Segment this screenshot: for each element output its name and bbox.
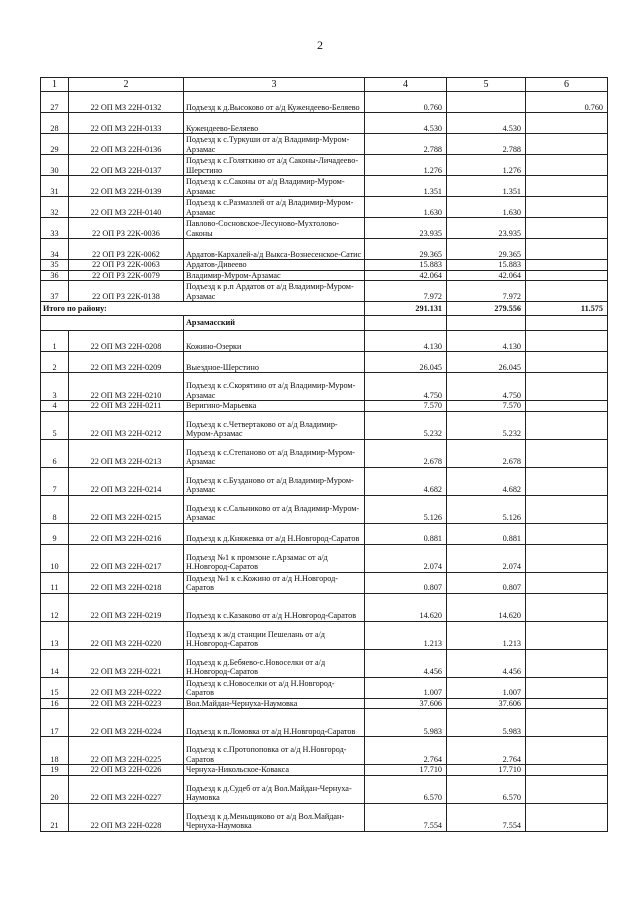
length-total-cell: 5.983 [365, 709, 447, 737]
length-col6-cell [526, 218, 608, 239]
row-number-cell: 37 [41, 281, 69, 302]
length-col6-cell [526, 467, 608, 495]
length-col6-cell [526, 401, 608, 412]
length-col6-cell [526, 373, 608, 401]
road-name-cell: Подъезд к с.Скорятино от а/д Владимир-Муром-Арзамас [184, 373, 365, 401]
length-total-cell: 4.530 [365, 113, 447, 134]
length-total-cell: 1.213 [365, 621, 447, 649]
row-number-cell: 13 [41, 621, 69, 649]
length-total-cell: 15.883 [365, 260, 447, 271]
road-code-cell: 22 ОП МЗ 22Н-0220 [69, 621, 184, 649]
road-name-cell: Ардатов-Дивеево [184, 260, 365, 271]
table-row [41, 572, 608, 593]
road-name-cell: Подъезд к д.Высоково от а/д Кужендеево-Беляево [184, 92, 365, 113]
header-cell: 3 [184, 78, 365, 92]
length-total-cell: 0.881 [365, 523, 447, 544]
road-code-cell: 22 ОП РЗ 22К-0138 [69, 281, 184, 302]
row-number-cell: 19 [41, 765, 69, 776]
road-name-cell: Подъезд к с.Четвертаково от а/д Владимир-Муром-Арзамас [184, 411, 365, 439]
length-col6-cell: 0.760 [526, 92, 608, 113]
length-col6-cell [526, 260, 608, 271]
length-col5-cell: 42.064 [447, 270, 526, 281]
header-cell: 4 [365, 78, 447, 92]
length-col6-cell [526, 331, 608, 352]
district-total-row [41, 302, 608, 316]
table-row [41, 176, 608, 197]
row-number-cell: 10 [41, 544, 69, 572]
length-total-cell: 17.710 [365, 765, 447, 776]
row-number-cell: 34 [41, 239, 69, 260]
road-name-cell: Веригино-Марьевка [184, 401, 365, 412]
empty-cell [447, 316, 526, 331]
length-col5-cell: 1.630 [447, 197, 526, 218]
row-number-cell: 31 [41, 176, 69, 197]
length-col6-cell [526, 352, 608, 373]
length-col6-cell [526, 176, 608, 197]
row-number-cell: 18 [41, 737, 69, 765]
row-number-cell: 17 [41, 709, 69, 737]
length-col5-cell: 2.788 [447, 134, 526, 155]
length-col5-cell: 0.807 [447, 572, 526, 593]
length-total-cell: 1.351 [365, 176, 447, 197]
table-row [41, 649, 608, 677]
road-name-cell: Кужендеево-Беляево [184, 113, 365, 134]
table-row [41, 439, 608, 467]
length-col5-cell: 7.972 [447, 281, 526, 302]
road-name-cell: Павлово-Сосновское-Лесуново-Мухтолово-Саконы [184, 218, 365, 239]
road-name-cell: Подъезд к ж/д станции Пешелань от а/д Н.Новгород-Саратов [184, 621, 365, 649]
length-col5-cell: 1.351 [447, 176, 526, 197]
length-total-cell: 5.126 [365, 495, 447, 523]
length-col6-cell [526, 572, 608, 593]
header-cell: 6 [526, 78, 608, 92]
road-code-cell: 22 ОП МЗ 22Н-0213 [69, 439, 184, 467]
table-row [41, 544, 608, 572]
row-number-cell: 21 [41, 803, 69, 831]
length-col5-cell: 1.007 [447, 677, 526, 698]
table-row [41, 134, 608, 155]
length-total-cell: 2.764 [365, 737, 447, 765]
road-code-cell: 22 ОП МЗ 22Н-0215 [69, 495, 184, 523]
road-code-cell: 22 ОП МЗ 22Н-0140 [69, 197, 184, 218]
road-code-cell: 22 ОП РЗ 22К-0063 [69, 260, 184, 271]
total-label-cell: Итого по району: [41, 302, 365, 316]
road-code-cell: 22 ОП РЗ 22К-0036 [69, 218, 184, 239]
road-name-cell: Выездное-Шерстино [184, 352, 365, 373]
length-col5-cell: 5.983 [447, 709, 526, 737]
length-col6-cell [526, 411, 608, 439]
road-name-cell: Ардатов-Кархалей-а/д Выкса-Вознесенское-Сатис [184, 239, 365, 260]
length-total-cell: 7.972 [365, 281, 447, 302]
table-row [41, 677, 608, 698]
table-row [41, 775, 608, 803]
length-col5-cell: 4.130 [447, 331, 526, 352]
table-row [41, 401, 608, 412]
length-total-cell: 23.935 [365, 218, 447, 239]
road-name-cell: Подъезд к с.Новоселки от а/д Н.Новгород-Саратов [184, 677, 365, 698]
table-row [41, 239, 608, 260]
length-total-cell: 1.276 [365, 155, 447, 176]
length-col5-cell: 4.456 [447, 649, 526, 677]
row-number-cell: 20 [41, 775, 69, 803]
length-col5-cell: 2.678 [447, 439, 526, 467]
table-row [41, 495, 608, 523]
section-title-cell: Арзамасский [184, 316, 365, 331]
length-col5-cell: 1.213 [447, 621, 526, 649]
road-code-cell: 22 ОП МЗ 22Н-0139 [69, 176, 184, 197]
length-col5-cell: 23.935 [447, 218, 526, 239]
length-col5-cell: 26.045 [447, 352, 526, 373]
road-code-cell: 22 ОП МЗ 22Н-0219 [69, 593, 184, 621]
road-name-cell: Вол.Майдан-Чернуха-Наумовка [184, 698, 365, 709]
roads-table [40, 77, 608, 832]
road-code-cell: 22 ОП РЗ 22К-0062 [69, 239, 184, 260]
length-col5-cell: 2.764 [447, 737, 526, 765]
header-cell: 2 [69, 78, 184, 92]
road-name-cell: Подъезд к с.Туркуши от а/д Владимир-Муром-Арзамас [184, 134, 365, 155]
row-number-cell: 2 [41, 352, 69, 373]
road-name-cell: Подъезд к с.Голяткино от а/д Саконы-Личадеево-Шерстино [184, 155, 365, 176]
length-total-cell: 37.606 [365, 698, 447, 709]
row-number-cell: 32 [41, 197, 69, 218]
row-number-cell: 7 [41, 467, 69, 495]
road-code-cell: 22 ОП МЗ 22Н-0224 [69, 709, 184, 737]
length-total-cell: 26.045 [365, 352, 447, 373]
length-col5-cell: 2.074 [447, 544, 526, 572]
table-row [41, 467, 608, 495]
row-number-cell: 12 [41, 593, 69, 621]
length-col6-cell [526, 239, 608, 260]
row-number-cell: 15 [41, 677, 69, 698]
road-code-cell: 22 ОП МЗ 22Н-0221 [69, 649, 184, 677]
length-col5-cell: 29.365 [447, 239, 526, 260]
length-col6-cell [526, 737, 608, 765]
length-col5-cell: 37.606 [447, 698, 526, 709]
table-row [41, 218, 608, 239]
row-number-cell: 3 [41, 373, 69, 401]
length-total-cell: 4.456 [365, 649, 447, 677]
road-name-cell: Подъезд №1 к промзоне г.Арзамас от а/д Н.Новгород-Саратов [184, 544, 365, 572]
table-row [41, 765, 608, 776]
length-total-cell: 42.064 [365, 270, 447, 281]
row-number-cell: 6 [41, 439, 69, 467]
row-number-cell: 28 [41, 113, 69, 134]
length-total-cell: 2.074 [365, 544, 447, 572]
length-total-cell: 6.570 [365, 775, 447, 803]
header-cell: 1 [41, 78, 69, 92]
table-row [41, 411, 608, 439]
length-total-cell: 1.007 [365, 677, 447, 698]
table-row [41, 523, 608, 544]
length-col6-cell [526, 803, 608, 831]
row-number-cell: 11 [41, 572, 69, 593]
length-col6-cell [526, 775, 608, 803]
length-total-cell: 14.620 [365, 593, 447, 621]
length-col6-cell [526, 698, 608, 709]
length-col5-cell: 7.554 [447, 803, 526, 831]
total-col6-cell: 11.575 [526, 302, 608, 316]
road-name-cell: Подъезд к д.Бебяево-с.Новоселки от а/д Н.Новгород-Саратов [184, 649, 365, 677]
road-code-cell: 22 ОП РЗ 22К-0079 [69, 270, 184, 281]
table-row [41, 373, 608, 401]
row-number-cell: 16 [41, 698, 69, 709]
length-col6-cell [526, 281, 608, 302]
length-total-cell: 2.678 [365, 439, 447, 467]
row-number-cell: 27 [41, 92, 69, 113]
length-col5-cell: 17.710 [447, 765, 526, 776]
length-col6-cell [526, 544, 608, 572]
length-col6-cell [526, 439, 608, 467]
road-code-cell: 22 ОП МЗ 22Н-0214 [69, 467, 184, 495]
road-code-cell: 22 ОП МЗ 22Н-0209 [69, 352, 184, 373]
length-col5-cell: 7.570 [447, 401, 526, 412]
road-code-cell: 22 ОП МЗ 22Н-0223 [69, 698, 184, 709]
row-number-cell: 30 [41, 155, 69, 176]
road-code-cell: 22 ОП МЗ 22Н-0211 [69, 401, 184, 412]
length-col5-cell: 1.276 [447, 155, 526, 176]
length-col5-cell: 0.881 [447, 523, 526, 544]
length-col5-cell: 4.682 [447, 467, 526, 495]
length-col6-cell [526, 649, 608, 677]
length-total-cell: 0.760 [365, 92, 447, 113]
length-col6-cell [526, 621, 608, 649]
length-col5-cell: 14.620 [447, 593, 526, 621]
length-col6-cell [526, 134, 608, 155]
table-row [41, 197, 608, 218]
table-row [41, 155, 608, 176]
road-name-cell: Подъезд №1 к с.Кожино от а/д Н.Новгород-Саратов [184, 572, 365, 593]
length-col6-cell [526, 495, 608, 523]
length-col5-cell: 5.232 [447, 411, 526, 439]
empty-cell [41, 316, 184, 331]
length-total-cell: 7.554 [365, 803, 447, 831]
roads-table-body [41, 78, 608, 832]
road-code-cell: 22 ОП МЗ 22Н-0132 [69, 92, 184, 113]
row-number-cell: 9 [41, 523, 69, 544]
row-number-cell: 35 [41, 260, 69, 271]
length-col5-cell: 15.883 [447, 260, 526, 271]
road-code-cell: 22 ОП МЗ 22Н-0208 [69, 331, 184, 352]
row-number-cell: 8 [41, 495, 69, 523]
length-col6-cell [526, 113, 608, 134]
total-length-cell: 291.131 [365, 302, 447, 316]
table-row [41, 92, 608, 113]
length-total-cell: 2.788 [365, 134, 447, 155]
road-code-cell: 22 ОП МЗ 22Н-0216 [69, 523, 184, 544]
road-name-cell: Владимир-Муром-Арзамас [184, 270, 365, 281]
road-code-cell: 22 ОП МЗ 22Н-0210 [69, 373, 184, 401]
empty-cell [526, 316, 608, 331]
table-row [41, 698, 608, 709]
table-row [41, 352, 608, 373]
road-code-cell: 22 ОП МЗ 22Н-0228 [69, 803, 184, 831]
length-col5-cell: 4.530 [447, 113, 526, 134]
row-number-cell: 14 [41, 649, 69, 677]
road-code-cell: 22 ОП МЗ 22Н-0137 [69, 155, 184, 176]
road-code-cell: 22 ОП МЗ 22Н-0212 [69, 411, 184, 439]
road-code-cell: 22 ОП МЗ 22Н-0226 [69, 765, 184, 776]
row-number-cell: 29 [41, 134, 69, 155]
table-row [41, 803, 608, 831]
table-row [41, 113, 608, 134]
empty-cell [365, 316, 447, 331]
road-name-cell: Подъезд к д.Судеб от а/д Вол.Майдан-Чернуха-Наумовка [184, 775, 365, 803]
road-name-cell: Подъезд к с.Сальниково от а/д Владимир-Муром-Арзамас [184, 495, 365, 523]
road-name-cell: Кожино-Озерки [184, 331, 365, 352]
length-total-cell: 7.570 [365, 401, 447, 412]
length-col6-cell [526, 593, 608, 621]
road-name-cell: Подъезд к д.Княжевка от а/д Н.Новгород-Саратов [184, 523, 365, 544]
length-col6-cell [526, 523, 608, 544]
road-code-cell: 22 ОП МЗ 22Н-0222 [69, 677, 184, 698]
length-total-cell: 5.232 [365, 411, 447, 439]
table-row [41, 709, 608, 737]
road-code-cell: 22 ОП МЗ 22Н-0218 [69, 572, 184, 593]
road-name-cell: Подъезд к с.Степаново от а/д Владимир-Муром-Арзамас [184, 439, 365, 467]
road-name-cell: Чернуха-Никольское-Ковакса [184, 765, 365, 776]
table-row [41, 737, 608, 765]
table-header-row [41, 78, 608, 92]
row-number-cell: 5 [41, 411, 69, 439]
page-number: 2 [317, 38, 323, 52]
length-col5-cell: 6.570 [447, 775, 526, 803]
length-col6-cell [526, 197, 608, 218]
table-row [41, 281, 608, 302]
length-col6-cell [526, 270, 608, 281]
row-number-cell: 1 [41, 331, 69, 352]
road-code-cell: 22 ОП МЗ 22Н-0217 [69, 544, 184, 572]
length-col5-cell: 5.126 [447, 495, 526, 523]
length-col5-cell: 4.750 [447, 373, 526, 401]
road-name-cell: Подъезд к с.Саконы от а/д Владимир-Муром-Арзамас [184, 176, 365, 197]
row-number-cell: 33 [41, 218, 69, 239]
road-name-cell: Подъезд к п.Ломовка от а/д Н.Новгород-Саратов [184, 709, 365, 737]
length-col6-cell [526, 155, 608, 176]
row-number-cell: 4 [41, 401, 69, 412]
length-total-cell: 4.130 [365, 331, 447, 352]
road-name-cell: Подъезд к с.Размазлей от а/д Владимир-Муром-Арзамас [184, 197, 365, 218]
row-number-cell: 36 [41, 270, 69, 281]
road-name-cell: Подъезд к с.Протопоповка от а/д Н.Новгород-Саратов [184, 737, 365, 765]
header-cell: 5 [447, 78, 526, 92]
length-total-cell: 4.682 [365, 467, 447, 495]
length-total-cell: 1.630 [365, 197, 447, 218]
road-name-cell: Подъезд к с.Казаково от а/д Н.Новгород-Саратов [184, 593, 365, 621]
length-total-cell: 4.750 [365, 373, 447, 401]
road-name-cell: Подъезд к д.Меньщиково от а/д Вол.Майдан-Чернуха-Наумовка [184, 803, 365, 831]
road-name-cell: Подъезд к р.п Ардатов от а/д Владимир-Муром-Арзамас [184, 281, 365, 302]
section-row [41, 316, 608, 331]
length-col6-cell [526, 709, 608, 737]
length-col6-cell [526, 765, 608, 776]
length-col6-cell [526, 677, 608, 698]
length-total-cell: 0.807 [365, 572, 447, 593]
table-row [41, 593, 608, 621]
table-row [41, 621, 608, 649]
road-code-cell: 22 ОП МЗ 22Н-0133 [69, 113, 184, 134]
table-row [41, 260, 608, 271]
table-row [41, 331, 608, 352]
table-row [41, 270, 608, 281]
road-code-cell: 22 ОП МЗ 22Н-0225 [69, 737, 184, 765]
total-col5-cell: 279.556 [447, 302, 526, 316]
length-total-cell: 29.365 [365, 239, 447, 260]
road-code-cell: 22 ОП МЗ 22Н-0227 [69, 775, 184, 803]
length-col5-cell [447, 92, 526, 113]
road-name-cell: Подъезд к с.Бузданово от а/д Владимир-Муром-Арзамас [184, 467, 365, 495]
road-code-cell: 22 ОП МЗ 22Н-0136 [69, 134, 184, 155]
